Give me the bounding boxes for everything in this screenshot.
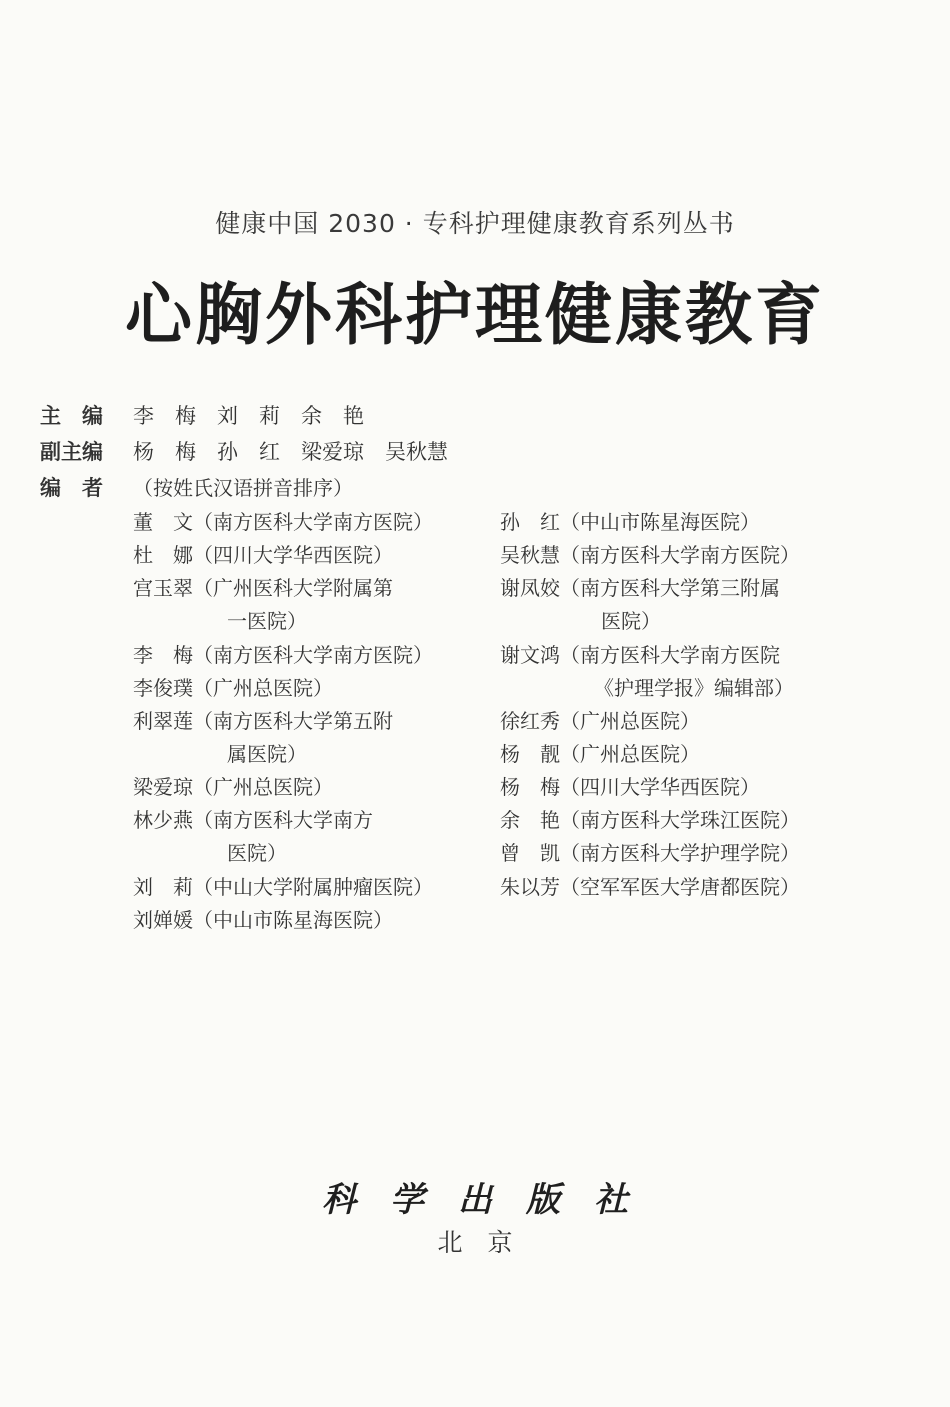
editor-entry: 刘 莉（中山大学附属肿瘤医院）	[133, 875, 433, 899]
editor-entry: 余 艳（南方医科大学珠江医院）	[500, 808, 800, 832]
editor-entry: 宫玉翠（广州医科大学附属第	[133, 576, 393, 600]
editor-entry: 孙 红（中山市陈星海医院）	[500, 510, 760, 534]
editor-entry: 谢凤姣（南方医科大学第三附属	[500, 576, 780, 600]
editor-entry: 林少燕（南方医科大学南方	[133, 808, 373, 832]
editors-sort-note: （按姓氏汉语拼音排序）	[133, 476, 353, 500]
editors-label: 编 者	[40, 476, 103, 500]
editor-entry-continued: 属医院）	[227, 742, 307, 766]
editor-entry: 朱以芳（空军军医大学唐都医院）	[500, 875, 800, 899]
editor-entry: 吴秋慧（南方医科大学南方医院）	[500, 543, 800, 567]
book-title: 心胸外科护理健康教育	[125, 276, 825, 354]
editor-entry: 利翠莲（南方医科大学第五附	[133, 709, 393, 733]
editor-entry-continued: 《护理学报》编辑部）	[594, 676, 794, 700]
editor-entry: 谢文鸿（南方医科大学南方医院	[500, 643, 780, 667]
chief-editor-names: 李 梅 刘 莉 余 艳	[133, 404, 364, 428]
editor-entry: 曾 凯（南方医科大学护理学院）	[500, 841, 800, 865]
publisher-name: 科 学 出 版 社	[322, 1180, 628, 1220]
deputy-editor-names: 杨 梅 孙 红 梁爱琼 吴秋慧	[133, 440, 448, 464]
editor-entry: 杜 娜（四川大学华西医院）	[133, 543, 393, 567]
editor-entry-continued: 一医院）	[227, 609, 307, 633]
editor-entry: 杨 梅（四川大学华西医院）	[500, 775, 760, 799]
editor-entry: 刘婵媛（中山市陈星海医院）	[133, 908, 393, 932]
editor-entry: 杨 靓（广州总医院）	[500, 742, 700, 766]
editor-entry: 李 梅（南方医科大学南方医院）	[133, 643, 433, 667]
chief-editor-label: 主 编	[40, 404, 103, 428]
editor-entry: 梁爱琼（广州总医院）	[133, 775, 333, 799]
deputy-editor-label: 副主编	[40, 440, 103, 464]
editor-entry: 徐红秀（广州总医院）	[500, 709, 700, 733]
editor-entry-continued: 医院）	[601, 609, 661, 633]
series-title: 健康中国 2030 · 专科护理健康教育系列丛书	[215, 209, 735, 238]
publisher-city: 北 京	[437, 1228, 513, 1257]
editor-entry: 李俊璞（广州总医院）	[133, 676, 333, 700]
editor-entry: 董 文（南方医科大学南方医院）	[133, 510, 433, 534]
editor-entry-continued: 医院）	[227, 841, 287, 865]
